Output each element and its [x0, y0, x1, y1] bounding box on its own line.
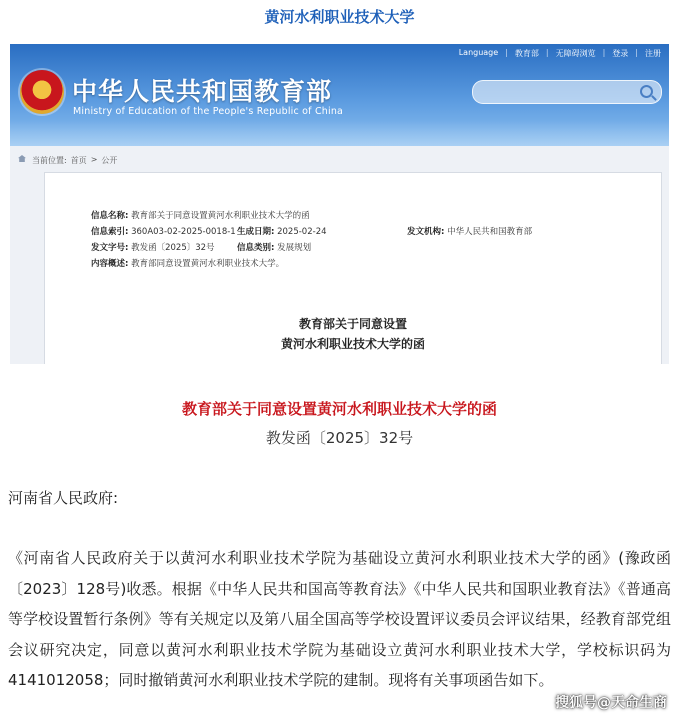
search-input[interactable] — [472, 80, 662, 104]
source-watermark: 搜狐号@天命生商 — [555, 695, 667, 711]
info-docno-value: 教发函〔2025〕32号 — [131, 243, 215, 253]
letter-doc-number: 教发函〔2025〕32号 — [265, 429, 414, 447]
document-panel — [44, 172, 662, 364]
info-summary-row: 内容概述: 教育部同意设置黄河水利职业技术大学。 — [91, 259, 285, 269]
breadcrumb-home[interactable]: 首页 — [70, 156, 87, 165]
breadcrumb-separator: > — [90, 155, 98, 164]
language-link[interactable]: Language — [458, 48, 499, 57]
accessibility-link[interactable]: 无障碍浏览 — [555, 49, 596, 58]
search-icon[interactable] — [640, 85, 653, 98]
breadcrumb-public[interactable]: 公开 — [101, 156, 118, 165]
info-name-row: 信息名称: 教育部关于同意设置黄河水利职业技术大学的函 — [91, 211, 310, 221]
info-summary-value: 教育部同意设置黄河水利职业技术大学。 — [131, 259, 285, 269]
ministry-name-en: Ministry of Education of the People's Republic of China — [73, 106, 344, 117]
letter-addressee: 河南省人民政府: — [8, 489, 119, 507]
login-link[interactable]: 登录 — [612, 49, 629, 58]
info-issuer-value: 中华人民共和国教育部 — [447, 227, 533, 237]
doc-heading-line2: 黄河水利职业技术大学的函 — [280, 337, 425, 351]
info-date-row: 生成日期: 2025-02-24 — [237, 227, 327, 237]
separator: | — [635, 48, 638, 57]
moe-link[interactable]: 教育部 — [514, 49, 539, 58]
ministry-name-cn: 中华人民共和国教育部 — [72, 77, 333, 106]
ministry-banner — [10, 44, 669, 146]
info-date-value: 2025-02-24 — [277, 227, 327, 237]
breadcrumb — [18, 155, 117, 166]
separator: | — [505, 48, 508, 57]
info-issuer-row: 发文机构: 中华人民共和国教育部 — [407, 227, 533, 237]
doc-heading-line1: 教育部关于同意设置 — [298, 317, 407, 331]
info-index-value: 360A03-02-2025-0018-1 — [131, 227, 236, 237]
top-links — [459, 48, 661, 59]
letter-title: 教育部关于同意设置黄河水利职业技术大学的函 — [181, 400, 497, 418]
breadcrumb-label: 当前位置: — [32, 156, 67, 165]
info-category-row: 信息类别: 发展规划 — [237, 243, 312, 253]
info-docno-row: 发文字号: 教发函〔2025〕32号 — [91, 243, 215, 253]
info-name-value: 教育部关于同意设置黄河水利职业技术大学的函 — [131, 211, 310, 221]
register-link[interactable]: 注册 — [645, 49, 661, 58]
national-emblem-icon — [20, 70, 64, 114]
page-title: 黄河水利职业技术大学 — [264, 8, 415, 26]
info-index-row: 信息索引: 360A03-02-2025-0018-1 — [91, 227, 236, 237]
separator: | — [602, 48, 606, 57]
embedded-screenshot — [10, 44, 669, 364]
letter-body: 《河南省人民政府关于以黄河水利职业技术学院为基础设立黄河水利职业技术大学的函》(豫政函〔2023〕128号)收悉。根据《中华人民共和国高等教育法》《中华人民共和国职业教育法》《普通高等学校设置暂行条例》等有关规定以及第八届全国高等学校设置评议委员会评议结果，经教育部党组会议研究决定，同意以黄河水利职业技术学院为基础设立黄河水利职业技术大学，学校标识码为4141012058；同时撤销黄河水利职业技术学院的建制。现将有关事项函告如下。 — [8, 549, 671, 689]
info-category-value: 发展规划 — [277, 243, 312, 253]
home-icon — [18, 155, 26, 162]
separator: | — [545, 48, 549, 57]
